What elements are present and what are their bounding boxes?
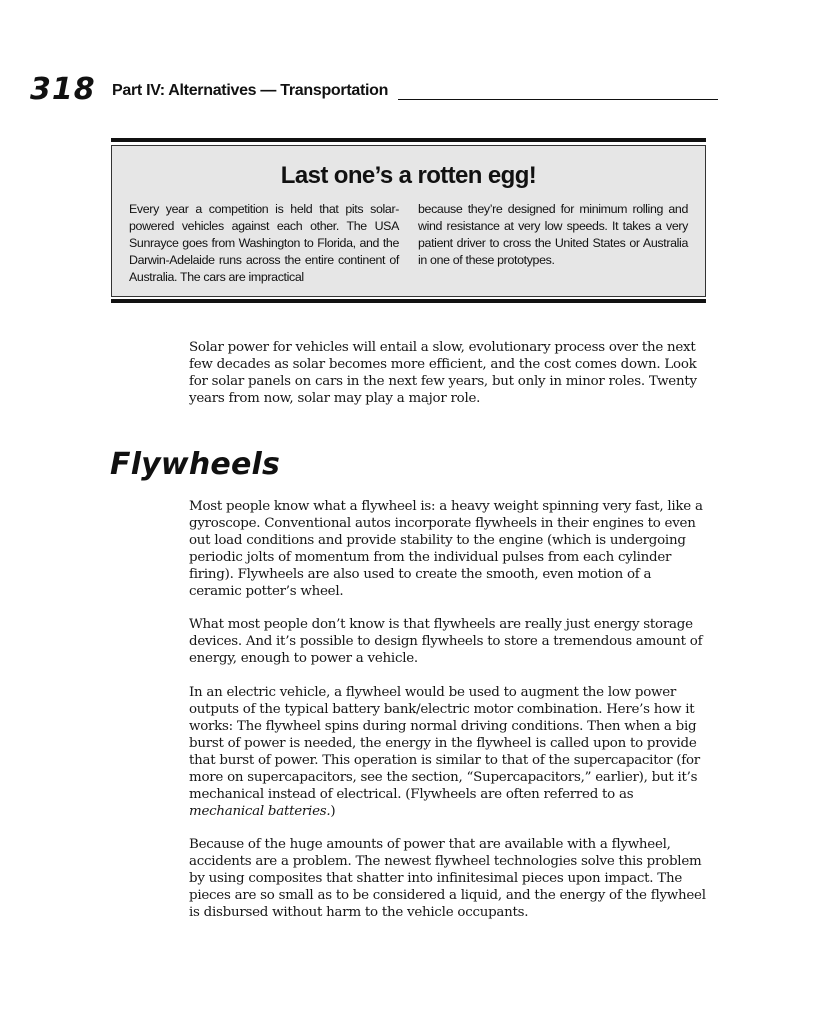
- sidebar-bottom-rule: [111, 299, 706, 303]
- running-head: Part IV: Alternatives — Transportation: [112, 82, 389, 99]
- sidebar-column-left: Every year a competition is held that pits solar-powered vehicles against each other. The USA Sunrayce goes from Washington to Florida, and the Darwin-Adelaide runs across the entire continent of Australia. The cars are impractical: [129, 202, 399, 284]
- paragraph-1: Most people know what a flywheel is: a heavy weight spinning very fast, like a gyroscope. Conventional autos incorporate flywheels in their engines to even out load conditions and provide stability to the engine (which is undergoing periodic jolts of momentum from the individual pulses from each cylinder firing). Flywheels are also used to create the smooth, even motion of a ceramic potter’s wheel.: [189, 499, 703, 599]
- header-rule: [398, 99, 718, 100]
- paragraph-3: [189, 684, 707, 820]
- paragraph-4: Because of the huge amounts of power that are available with a flywheel, accidents are a problem. The newest flywheel technologies solve this problem by using composites that shatter into infinitesimal pieces upon impact. The pieces are so small as to be considered a liquid, and the energy of the flywheel is disbursed without harm to the vehicle occupants.: [189, 837, 706, 920]
- sidebar-title: Last one’s a rotten egg!: [280, 162, 537, 189]
- paragraph-3-text: In an electric vehicle, a flywheel would be used to augment the low power outputs of the typical battery bank/electric motor combination. Here’s how it works: The flywheel spins during normal driving conditions. Then when a big burst of power is needed, the energy in the flywheel is called upon to provide that burst of power. This operation is similar to that of the supercapacitor (for more on supercapacitors, see the section, “Supercapacitors,” earlier), but it’s mechanical instead of electrical. (Flywheels are often referred to as: [189, 685, 700, 802]
- paragraph-2: What most people don’t know is that flywheels are really just energy storage devices. And it’s possible to design flywheels to store a tremendous amount of energy, enough to power a vehicle.: [189, 617, 703, 666]
- sidebar-box: [111, 138, 706, 303]
- sidebar-top-rule: [111, 138, 706, 142]
- section-heading: Flywheels: [110, 447, 281, 482]
- intro-paragraph: Solar power for vehicles will entail a slow, evolutionary process over the next few decades as solar becomes more efficient, and the cost comes down. Look for solar panels on cars in the next few years, but only in minor roles. Twenty years from now, solar may play a major role.: [189, 340, 697, 406]
- paragraph-3-close: ): [330, 804, 336, 819]
- sidebar-column-right: because they’re designed for minimum rolling and wind resistance at very low speeds. It takes a very patient driver to cross the United States or Australia in one of these prototypes.: [418, 202, 688, 267]
- sidebar-columns: [129, 201, 688, 286]
- page-number: 318: [30, 72, 96, 107]
- page-header: [30, 72, 718, 108]
- sidebar-panel: [111, 145, 706, 297]
- paragraph-3-term: mechanical batteries.: [189, 804, 331, 819]
